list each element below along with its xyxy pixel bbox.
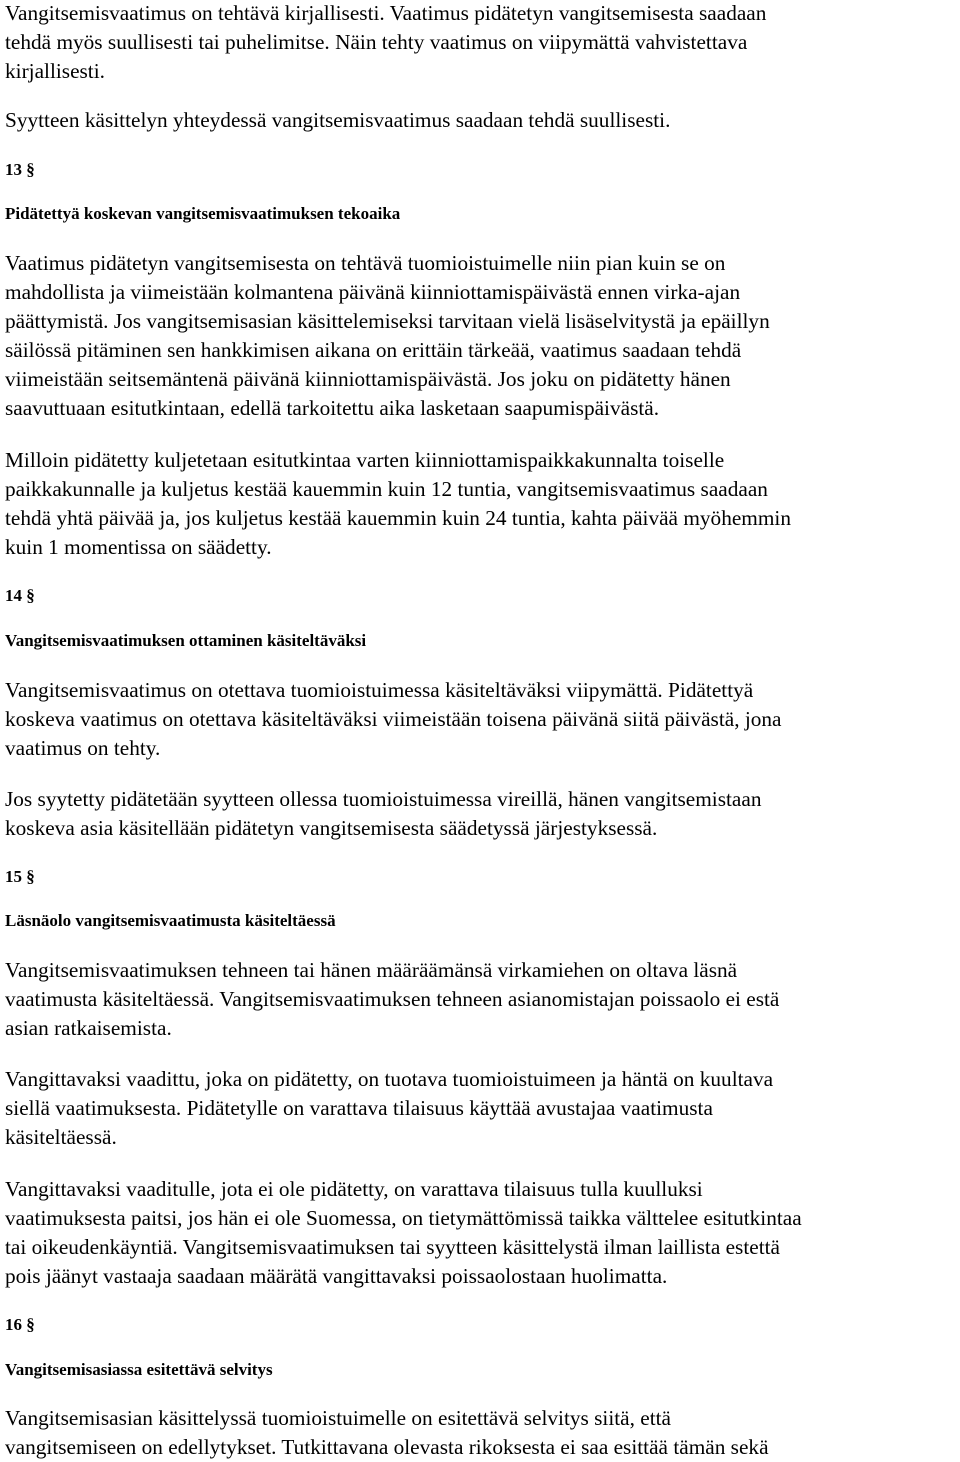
body-line: käsiteltäessä. — [5, 1125, 117, 1149]
body-line: pois jäänyt vastaaja saadaan määrätä vangittavaksi poissaolostaan huolimatta. — [5, 1264, 668, 1288]
body-line: kirjallisesti. — [5, 59, 105, 83]
section-number: 16 § — [5, 1315, 35, 1334]
body-line: viimeistään seitsemäntenä päivänä kiinniottamispäivästä. Jos joku on pidätetty hänen — [5, 367, 731, 391]
body-line: saavuttuaan esitutkintaan, edellä tarkoitettu aika lasketaan saapumispäivästä. — [5, 396, 660, 420]
body-line: Milloin pidätetty kuljetetaan esitutkintaa varten kiinniottamispaikkakunnalta toiselle — [5, 448, 725, 472]
body-line: Vangitsemisvaatimuksen tehneen tai hänen määräämänsä virkamiehen on oltava läsnä — [5, 958, 738, 982]
body-line: Jos syytetty pidätetään syytteen ollessa tuomioistuimessa vireillä, hänen vangitsemistaan — [5, 787, 762, 811]
section-title: Vangitsemisasiassa esitettävä selvitys — [5, 1360, 273, 1379]
body-line: Vaatimus pidätetyn vangitsemisesta on tehtävä tuomioistuimelle niin pian kuin se on — [5, 251, 726, 275]
body-line: koskeva vaatimus on otettava käsiteltäväksi viimeistään toisena päivänä siitä päivästä, jona — [5, 707, 782, 731]
body-line: Vangitsemisvaatimus on otettava tuomioistuimessa käsiteltäväksi viipymättä. Pidätettyä — [5, 678, 754, 702]
section-number: 13 § — [5, 160, 35, 179]
body-line: vaatimus on tehty. — [5, 736, 161, 760]
section-number: 15 § — [5, 867, 35, 886]
body-line: tehdä myös suullisesti tai puhelimitse. Näin tehty vaatimus on viipymättä vahvistettava — [5, 30, 748, 54]
section-title: Pidätettyä koskevan vangitsemisvaatimuksen tekoaika — [5, 204, 401, 223]
body-line: Vangitsemisasian käsittelyssä tuomioistuimelle on esitettävä selvitys siitä, että — [5, 1406, 672, 1430]
section-number: 14 § — [5, 586, 35, 605]
body-line: vaatimusta käsiteltäessä. Vangitsemisvaatimuksen tehneen asianomistajan poissaolo ei estä — [5, 987, 780, 1011]
section-title: Vangitsemisvaatimuksen ottaminen käsiteltäväksi — [5, 631, 367, 650]
body-line: Syytteen käsittelyn yhteydessä vangitsemisvaatimus saadaan tehdä suullisesti. — [5, 108, 671, 132]
body-line: asian ratkaisemista. — [5, 1016, 172, 1040]
body-line: vaatimuksesta paitsi, jos hän ei ole Suomessa, on tietymättömissä taikka välttelee esitutkintaa — [5, 1206, 802, 1230]
body-line: vangitsemiseen on edellytykset. Tutkittavana olevasta rikoksesta ei saa esittää tämän sekä — [5, 1435, 769, 1459]
section-title: Läsnäolo vangitsemisvaatimusta käsiteltäessä — [5, 911, 336, 930]
body-line: Vangittavaksi vaadittu, joka on pidätetty, on tuotava tuomioistuimeen ja häntä on kuultava — [5, 1067, 774, 1091]
body-line: tai oikeudenkäyntiä. Vangitsemisvaatimuksen tai syytteen käsittelystä ilman laillista estettä — [5, 1235, 780, 1259]
body-line: päättymistä. Jos vangitsemisasian käsittelemiseksi tarvitaan vielä lisäselvitystä ja epäillyn — [5, 309, 770, 333]
body-line: tehdä yhtä päivää ja, jos kuljetus kestää kauemmin kuin 24 tuntia, kahta päivää myöhemmin — [5, 506, 791, 530]
body-line: koskeva asia käsitellään pidätetyn vangitsemisesta säädetyssä järjestyksessä. — [5, 816, 658, 840]
body-line: paikkakunnalle ja kuljetus kestää kauemmin kuin 12 tuntia, vangitsemisvaatimus saadaan — [5, 477, 768, 501]
body-line: Vangittavaksi vaaditulle, jota ei ole pidätetty, on varattava tilaisuus tulla kuulluksi — [5, 1177, 703, 1201]
body-line: mahdollista ja viimeistään kolmantena päivänä kiinniottamispäivästä ennen virka-ajan — [5, 280, 741, 304]
body-line: siellä vaatimuksesta. Pidätetylle on varattava tilaisuus käyttää avustajaa vaatimusta — [5, 1096, 713, 1120]
body-line: säilössä pitäminen sen hankkimisen aikana on erittäin tärkeää, vaatimus saadaan tehdä — [5, 338, 742, 362]
body-line: kuin 1 momentissa on säädetty. — [5, 535, 272, 559]
body-line: Vangitsemisvaatimus on tehtävä kirjallisesti. Vaatimus pidätetyn vangitsemisesta saadaan — [5, 1, 767, 25]
